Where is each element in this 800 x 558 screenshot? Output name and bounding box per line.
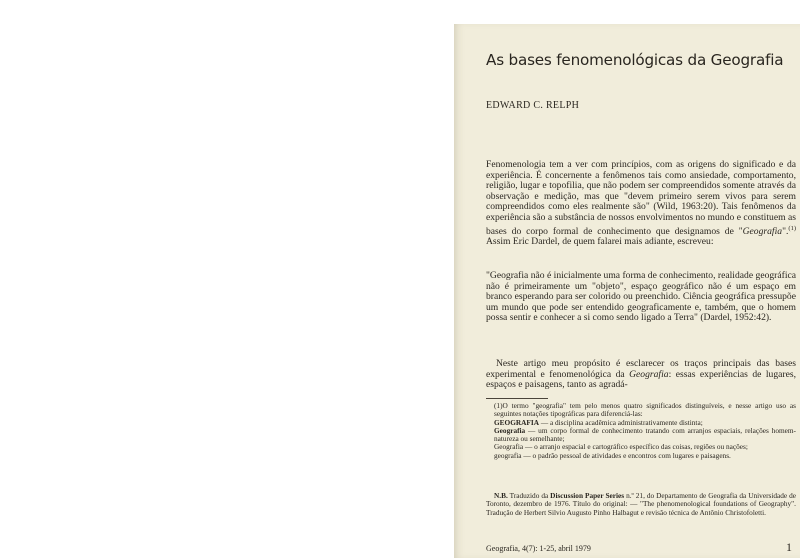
purpose-text-end: : essas experiências de lugares, espaços e paisagens, tanto as agradá- <box>486 368 796 391</box>
footnote-term-3: Geografia <box>494 442 524 452</box>
dardel-quote: "Geografia não é inicialmente uma forma de conhecimento, realidade geográfica não é primeiramente um "objeto", espaço geográfico não é um espaço em branco esperando para ser colorido ou preenchido. Ciência geográfica pressupõe um mundo que pode ser entendido geograficamente e, também, que o homem possa sentir e conhecer a si como sendo ligado a Terra" (Dardel, 1952:42). <box>486 270 796 324</box>
footnote <box>486 402 796 460</box>
footnote-desc-1: — a disciplina acadêmica administrativamente distinta; <box>539 417 703 427</box>
nb-text-end: n.º 21, do Departamento de Geografia da Universidade de Toronto, dezembro de 1976. Título do original: — "The phenomenological foundations of Geography". Tradução de Herbert Silvio Augusto Pinho Halbagut e revisão técnica de Antônio Christofoletti. <box>486 491 796 517</box>
intro-paragraph <box>486 160 796 248</box>
purpose-paragraph <box>486 359 796 391</box>
article-title: As bases fenomenológicas da Geografia <box>486 51 784 69</box>
footnote-def-2 <box>486 427 796 444</box>
nb-text: Traduzido da <box>507 491 551 500</box>
footnote-desc-4: — o padrão pessoal de atividades e encontros com lugares e paisagens. <box>521 450 731 460</box>
page-number: 1 <box>786 540 792 554</box>
footnote-term-4: geografia <box>494 450 522 460</box>
intro-italic: Geografia <box>742 225 783 237</box>
journal-page <box>454 24 800 558</box>
footnote-def-4 <box>486 452 796 460</box>
purpose-italic: Geografia <box>629 368 669 380</box>
footnote-desc-2: — um corpo formal de conhecimento tratando com arranjos espaciais, relações homem-natureza ou semelhante; <box>494 425 796 444</box>
footnote-desc-3: — o arranjo espacial e cartográfico específico das coisas, regiões ou nações; <box>523 442 748 452</box>
nb-label: N.B. <box>494 491 508 500</box>
article-author: EDWARD C. RELPH <box>486 100 580 111</box>
purpose-text: Neste artigo meu propósito é esclarecer os traços principais das bases experimental e fenomenológica da <box>486 358 796 380</box>
intro-text-end: Assim Eric Dardel, de quem falarei mais adiante, escreveu: <box>486 236 714 248</box>
intro-text-quote-close: ". <box>782 225 789 237</box>
footnote-term-2: Geografia <box>494 425 526 435</box>
translation-note <box>486 492 796 517</box>
intro-text: Fenomenologia tem a ver com princípios, com as origens do significado e da experiência. É concernente a fenômenos tais como ansiedade, comportamento, religião, lugar e topofilia, que não podem ser compreendidos somente através da observação e medição, mas que "devem primeiro serem vivos para serem compreendidos como eles realmente são" (Wild, 1963:20). Tais fenômenos da experiência são a substância de nossos envolvimentos no mundo e constituem as bases do corpo formal de conhecimento que designamos de " <box>486 159 796 237</box>
nb-series: Discussion Paper Series <box>550 491 625 500</box>
footnote-ref: (1) <box>788 224 796 232</box>
footnote-intro: (1)O termo "geografia" tem pelo menos quatro significados distinguíveis, e nesse artigo uso as seguintes notações tipográficas para diferenciá-las: <box>494 401 796 419</box>
footnote-term-1: GEOGRAFIA <box>494 417 539 427</box>
footnote-divider <box>486 398 548 399</box>
journal-citation: Geografia, 4(7): 1-25, abril 1979 <box>486 544 591 553</box>
